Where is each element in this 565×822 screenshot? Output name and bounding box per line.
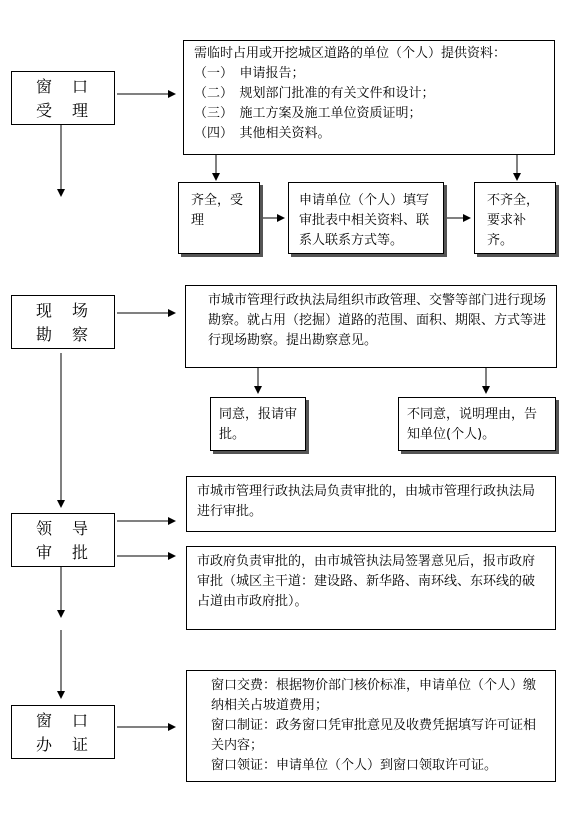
issue-line-make: 窗口制证：政务窗口凭审批意见及收费凭据填写许可证相关内容；	[211, 718, 537, 753]
agree-box	[210, 397, 306, 451]
approve-city-gov-box	[186, 546, 556, 630]
agree-text: 同意，报请审批。	[219, 407, 298, 442]
incomplete-text: 不齐全，要求补齐。	[487, 193, 540, 248]
stage-site-survey	[11, 295, 115, 349]
incomplete-box	[474, 182, 556, 254]
fill-form-text: 申请单位（个人）填写审批表中相关资料、联系人联系方式等。	[299, 193, 430, 248]
fill-form-box	[288, 182, 444, 254]
approve-city-gov-text: 市政府负责审批的，由市城管执法局签署意见后，报市政府审批（城区主干道：建设路、新华路、南环线、东环线的破占道由市政府批）。	[197, 554, 536, 609]
disagree-text: 不同意，说明理由，告知单位(个人)。	[407, 407, 538, 442]
materials-box	[183, 40, 555, 155]
materials-item: （四） 其他相关资料。	[194, 126, 331, 141]
issue-line-collect: 窗口领证：申请单位（个人）到窗口领取许可证。	[211, 758, 498, 773]
issue-box	[186, 670, 556, 782]
stage-line1: 窗 口	[35, 711, 90, 730]
complete-box	[178, 182, 260, 254]
materials-item: （二） 规划部门批准的有关文件和设计；	[194, 86, 435, 101]
materials-item: （一） 申请报告；	[194, 66, 305, 81]
survey-text: 市城市管理行政执法局组织市政管理、交警等部门进行现场勘察。就占用（挖掘）道路的范围、面积、期限、方式等进行现场勘察。提出勘察意见。	[208, 293, 547, 348]
complete-text: 齐全，受理	[191, 193, 244, 228]
approve-city-bureau-text: 市城市管理行政执法局负责审批的，由城市管理行政执法局进行审批。	[197, 484, 536, 519]
issue-line-fee: 窗口交费：根据物价部门核价标准，申请单位（个人）缴纳相关占坡道费用；	[211, 678, 537, 713]
stage-window-issue	[11, 705, 115, 759]
stage-line1: 窗 口	[35, 77, 90, 96]
disagree-box	[398, 397, 556, 451]
survey-box	[185, 285, 557, 368]
stage-line1: 领 导	[35, 519, 90, 538]
materials-item: （三） 施工方案及施工单位资质证明；	[194, 106, 422, 121]
approve-city-bureau-box	[186, 476, 556, 532]
stage-line2: 受 理	[35, 101, 90, 120]
stage-leader-approve	[11, 513, 115, 567]
stage-line2: 审 批	[35, 543, 90, 562]
stage-line2: 勘 察	[35, 325, 90, 344]
stage-line2: 办 证	[35, 735, 90, 754]
materials-title: 需临时占用或开挖城区道路的单位（个人）提供资料：	[194, 46, 507, 61]
stage-line1: 现 场	[35, 301, 90, 320]
stage-window-accept	[11, 71, 115, 125]
